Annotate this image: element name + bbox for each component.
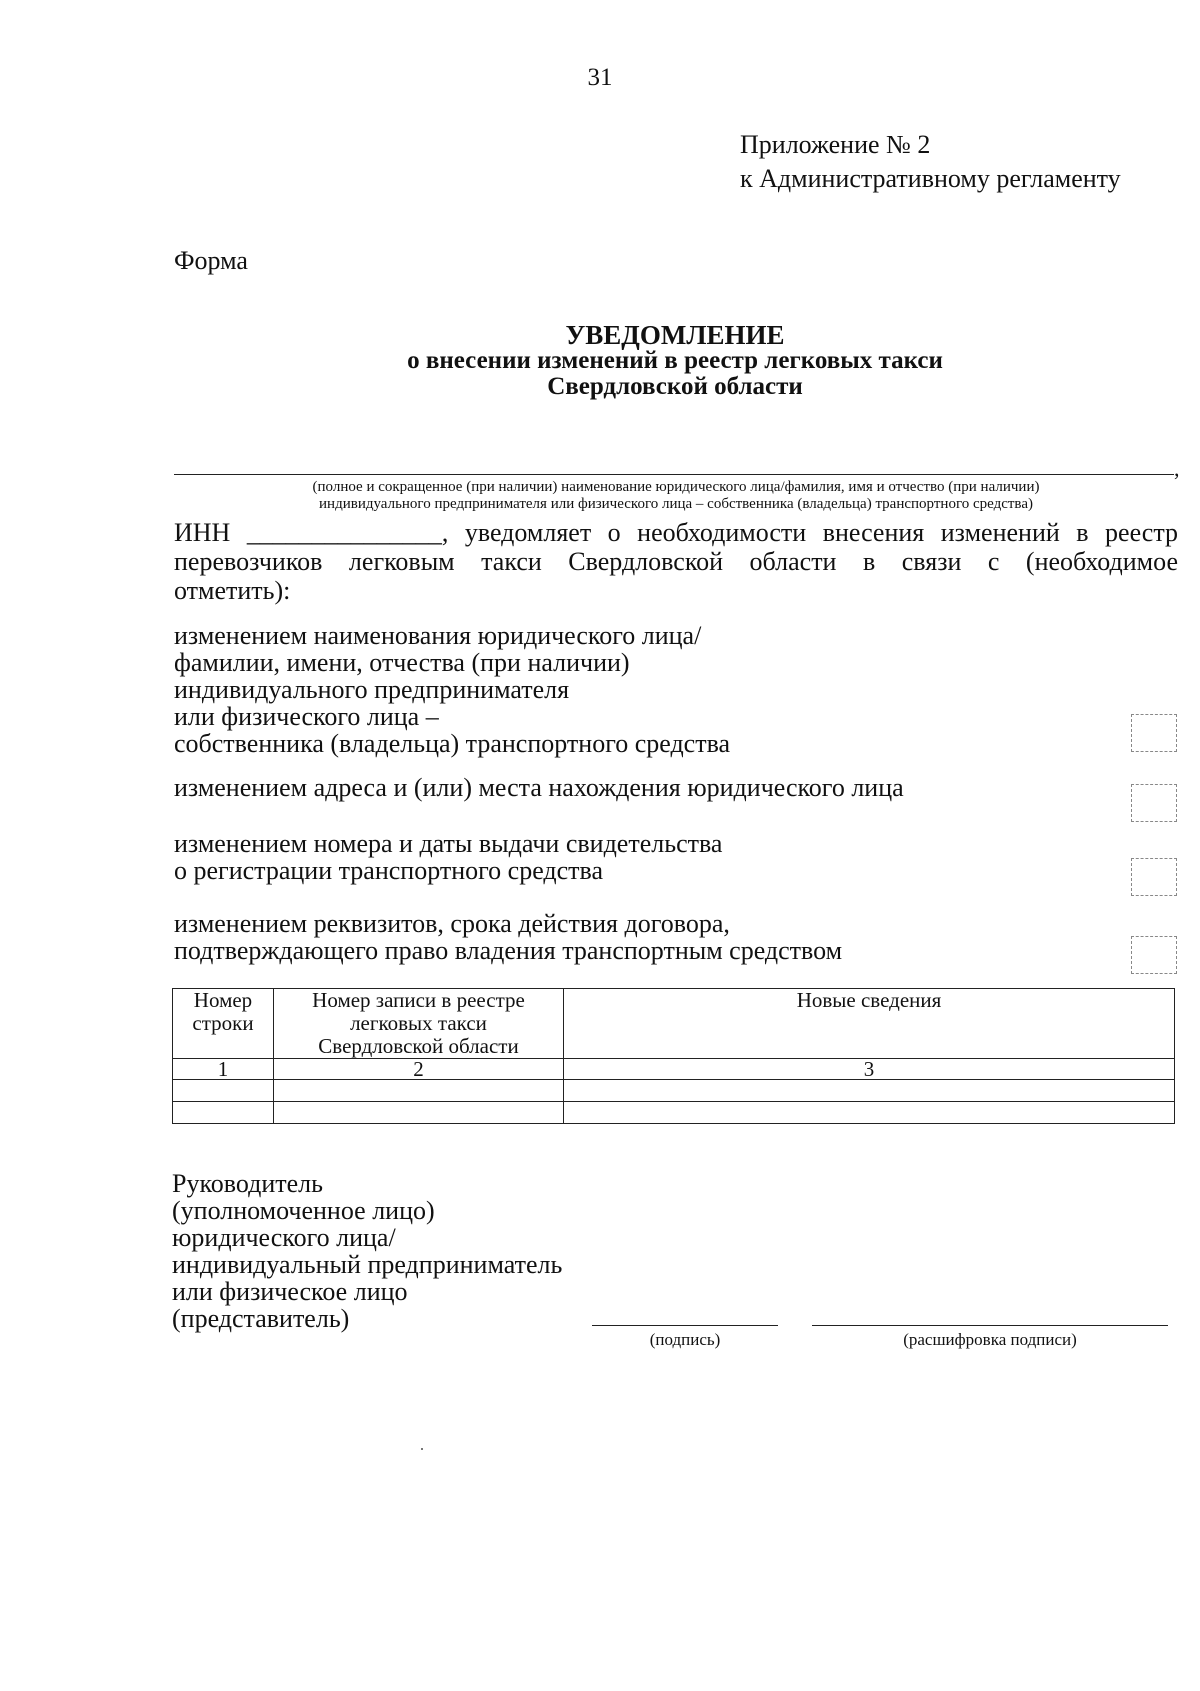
header-new-info [564,989,1175,1059]
signatory-line-2: (уполномоченное лицо) [172,1196,435,1225]
table-cell[interactable] [274,1102,564,1124]
table-cell[interactable] [173,1080,274,1102]
name-field-caption [174,479,1178,513]
notice-line-3: отметить): [174,576,291,605]
option-4-line-2: подтверждающего право владения транспортным средством [174,936,843,965]
name-caption-line-2: индивидуального предпринимателя или физического лица – собственника (владельца) транспортного средства) [319,496,1033,512]
name-field-comma: , [1174,456,1180,481]
option-name-change [174,622,730,757]
table-row [173,1102,1175,1124]
option-1-line-1: изменением наименования юридического лица/ [174,621,702,650]
option-4-line-1: изменением реквизитов, срока действия договора, [174,909,730,938]
checkbox-contract-change[interactable] [1131,936,1177,974]
option-3-line-1: изменением номера и даты выдачи свидетельства [174,829,723,858]
name-caption-line-1: (полное и сокращенное (при наличии) наименование юридического лица/фамилия, имя и отчество (при наличии) [312,479,1040,495]
option-1-line-3: индивидуального предпринимателя [174,675,570,704]
header-2-line-1: Номер записи в реестре [312,988,525,1012]
header-registry-record [274,989,564,1059]
document-title [0,322,1200,400]
header-3-line-1: Новые сведения [796,988,942,1012]
header-2-line-2: легковых такси [350,1011,487,1035]
checkbox-address-change[interactable] [1131,784,1177,822]
changes-table [172,988,1175,1124]
signatory-line-1: Руководитель [172,1169,323,1198]
signatory-line-4: индивидуальный предприниматель [172,1250,563,1279]
notice-line-2: перевозчиков легковым такси Свердловской области в связи с (необходимое [174,547,1178,576]
signature-decoding-line[interactable] [812,1325,1168,1326]
col-number-2: 2 [274,1059,564,1080]
col-number-3: 3 [564,1059,1175,1080]
title-main: УВЕДОМЛЕНИЕ [565,320,785,350]
page-number: 31 [587,64,613,91]
table-cell[interactable] [173,1102,274,1124]
header-row-number [173,989,274,1059]
table-row [173,1080,1175,1102]
header-1-line-2: строки [192,1011,254,1035]
option-address-change [174,774,904,801]
table-numbering-row [173,1059,1175,1080]
signatory-line-3: юридического лица/ [172,1223,396,1252]
signatory-line-5: или физическое лицо [172,1277,408,1306]
header-2-line-3: Свердловской области [318,1034,519,1058]
notice-paragraph [174,518,1178,605]
option-registration-change [174,830,722,884]
appendix-line-1: Приложение № 2 [740,130,931,159]
table-header-row [173,989,1175,1059]
table-cell[interactable] [564,1080,1175,1102]
option-contract-change [174,910,842,964]
col-number-1: 1 [173,1059,274,1080]
signature-caption: (подпись) [649,1330,721,1349]
option-1-line-2: фамилии, имени, отчества (при наличии) [174,648,630,677]
signature-decoding-caption: (расшифровка подписи) [903,1330,1077,1349]
name-field-line[interactable] [174,474,1174,475]
signatory-line-6: (представитель) [172,1304,350,1333]
option-3-line-2: о регистрации транспортного средства [174,856,603,885]
signature-line[interactable] [592,1325,778,1326]
signatory-block [172,1170,562,1332]
table-cell[interactable] [274,1080,564,1102]
option-1-line-4: или физического лица – [174,702,439,731]
notice-line-1: ИНН _______________, уведомляет о необходимости внесения изменений в реестр [174,518,1178,547]
appendix-line-2: к Административному регламенту [740,164,1121,193]
header-1-line-1: Номер [193,988,253,1012]
scan-dot [421,1448,423,1450]
form-label: Форма [174,246,248,275]
checkbox-registration-change[interactable] [1131,858,1177,896]
checkbox-name-change[interactable] [1131,714,1177,752]
option-1-line-5: собственника (владельца) транспортного средства [174,729,731,758]
title-subtitle-2: Свердловской области [547,373,803,400]
title-subtitle-1: о внесении изменений в реестр легковых такси [407,347,943,374]
option-2-line-1: изменением адреса и (или) места нахождения юридического лица [174,773,904,802]
appendix-reference [740,128,1121,196]
table-cell[interactable] [564,1102,1175,1124]
